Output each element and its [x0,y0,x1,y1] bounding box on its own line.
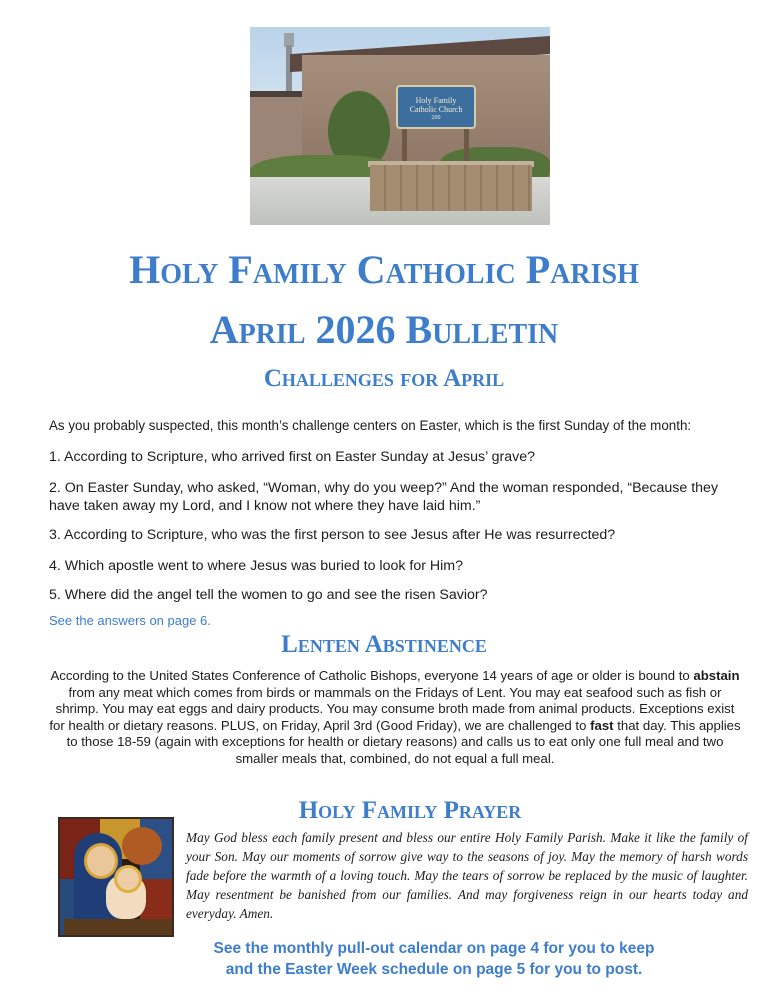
sign-line-3: 200 [431,115,441,121]
stained-glass-image [58,817,174,937]
challenge-question-1: 1. According to Scripture, who arrived first on Easter Sunday at Jesus’ grave? [49,449,536,465]
challenge-question-3: 3. According to Scripture, who was the first person to see Jesus after He was resurrected? [49,527,616,543]
lenten-text-1: According to the United States Conference of Catholic Bishops, everyone 14 years of age or older is bound to [50,668,694,683]
lenten-bold-fast: fast [590,717,614,733]
lenten-bold-abstain: abstain [693,668,740,683]
bulletin-title: Holy Family Catholic Parish [129,247,639,292]
lenten-text-3: that day. This applies to those 18-59 (again with exceptions for health or dietary reasons) and calls us to eat only one full meal and two smaller meals that, combined, do not equal a full meal. [66,717,741,766]
church-photo [250,27,550,225]
lenten-text-2: from any meat which comes from birds or mammals on the Fridays of Lent. You may eat seafood such as fish or shrimp. You may eat eggs and dairy products. You may consume broth made from animal products. Exceptions exist for health or dietary reasons. PLUS, on Friday, April 3rd (Good Friday), we are challenged to [49,684,735,733]
challenges-heading: Challenges for April [263,365,505,392]
footer-line-2: and the Easter Week schedule on page 5 for you to post. [225,961,643,978]
lenten-paragraph [49,668,741,768]
bulletin-subtitle: April 2026 Bulletin [209,307,559,352]
footer-line-1: See the monthly pull-out calendar on page 4 for you to keep [213,940,655,957]
sign-line-2: Catholic Church [409,105,463,114]
footer-note [150,938,718,980]
answers-note: See the answers on page 6. [49,613,211,628]
challenge-question-5: 5. Where did the angel tell the women to go and see the risen Savior? [49,587,488,603]
challenge-question-4: 4. Which apostle went to where Jesus was buried to look for Him? [49,558,463,574]
prayer-heading: Holy Family Prayer [298,797,522,824]
lenten-heading: Lenten Abstinence [281,631,487,658]
challenge-question-2: 2. On Easter Sunday, who asked, “Woman, why do you weep?” And the woman responded, “Because they have taken away my Lord, and I know not where they have laid him.” [49,480,719,514]
church-sign [396,85,476,129]
sign-line-1: Holy Family [415,96,457,105]
challenges-intro: As you probably suspected, this month’s challenge centers on Easter, which is the first Sunday of the month: [49,418,692,433]
prayer-text: May God bless each family present and bless our entire Holy Family Parish. Make it like the family of your Son. May our moments of sorrow give way to the seasons of joy. May the memory of harsh words fade before the warmth of a loving touch. May the tears of sorrow be replaced by the music of laughter. May resentment be banished from our families. And may forgiveness reign in our hearts today and everyday. Amen. [186,830,748,921]
